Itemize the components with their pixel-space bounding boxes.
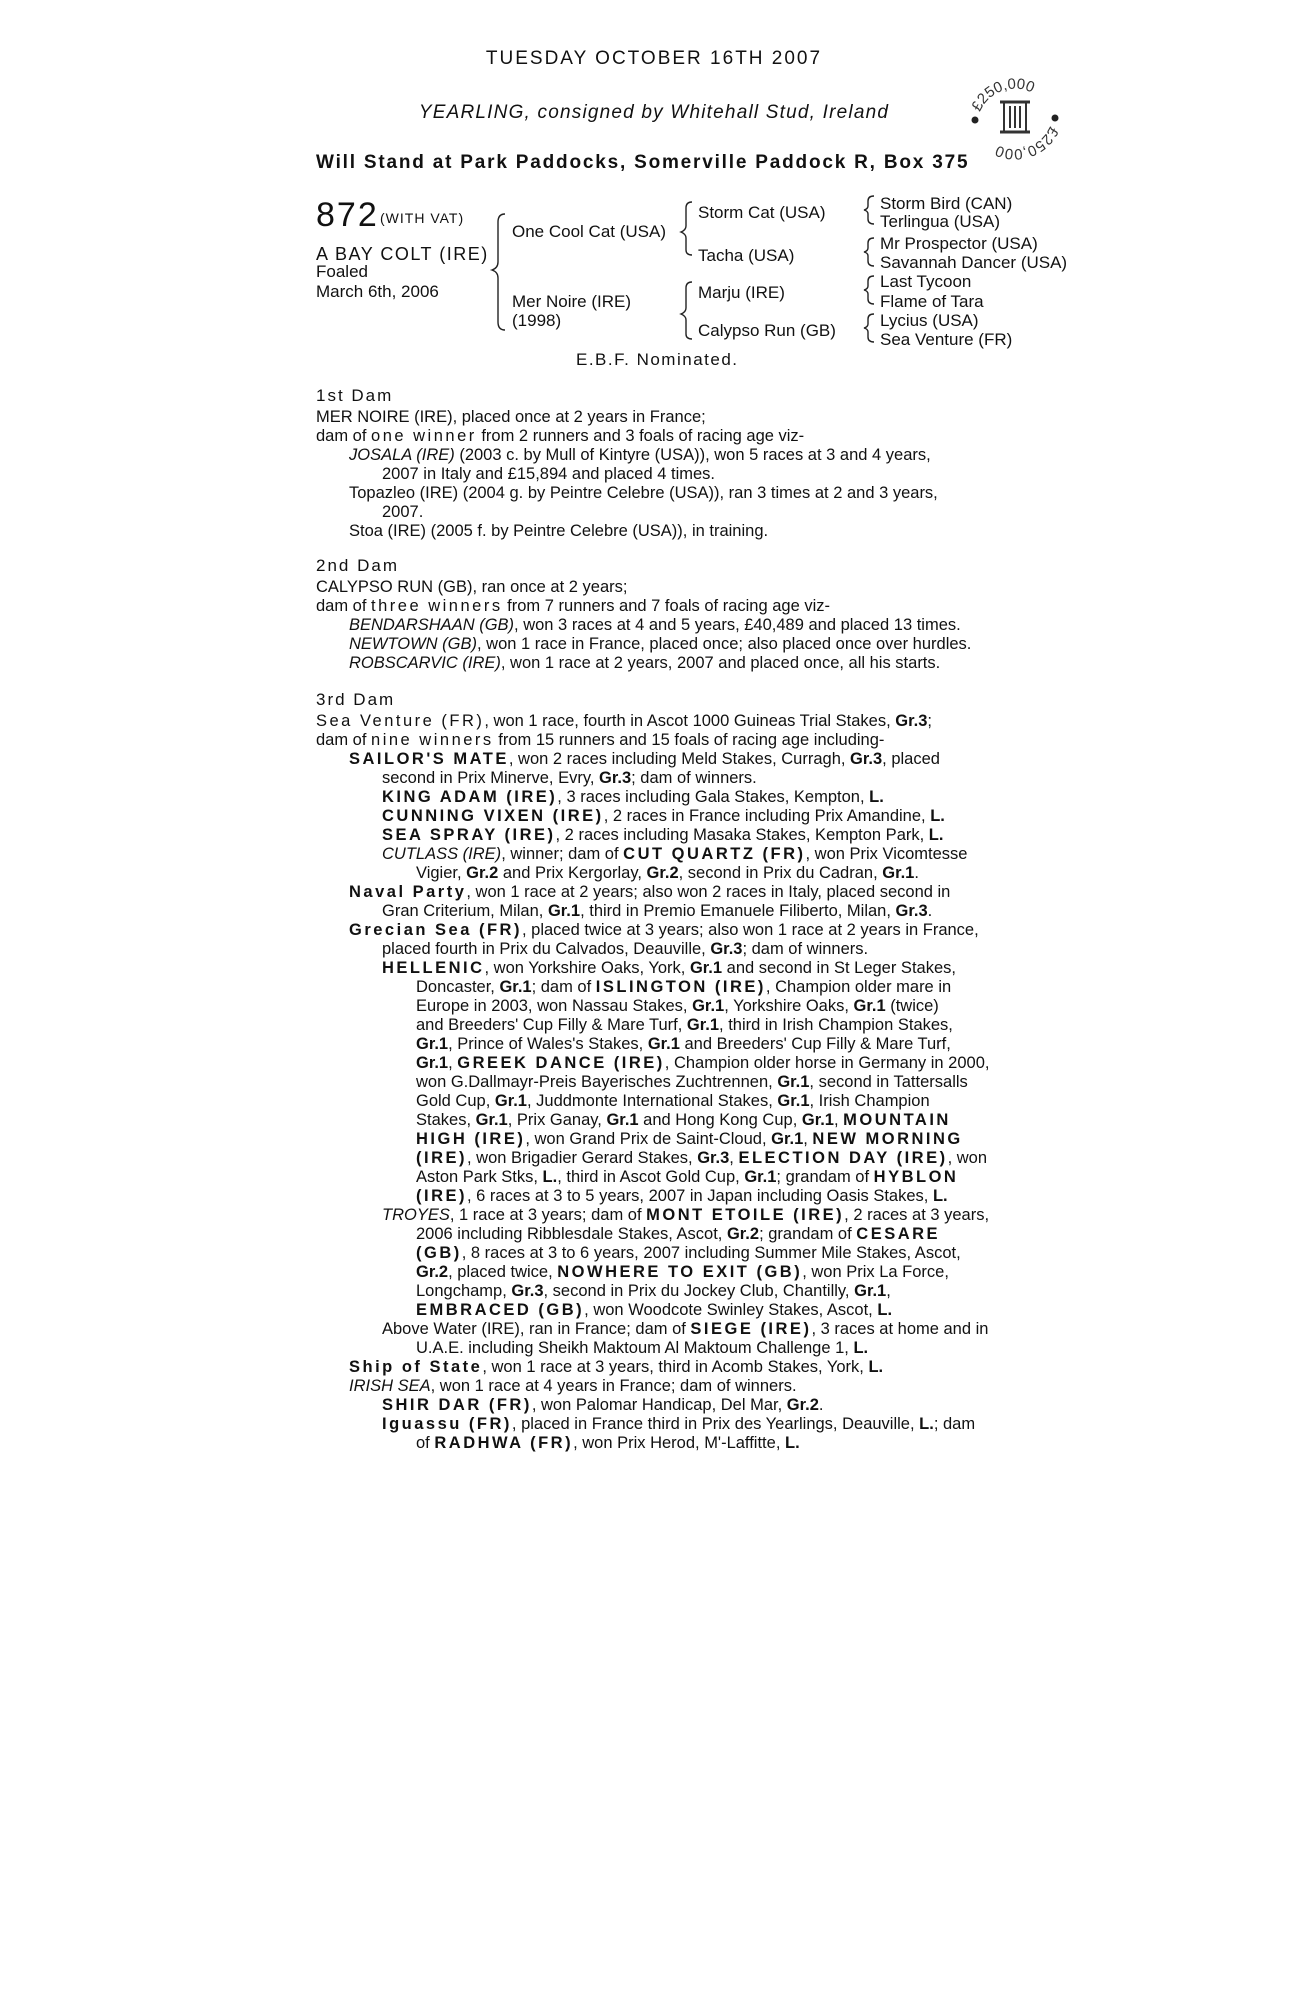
progeny-line: IRISH SEA, won 1 race at 4 years in France; dam of winners. bbox=[349, 1377, 797, 1395]
section-heading: 2nd Dam bbox=[316, 556, 399, 575]
stamp-bottom-text: £250,000 bbox=[993, 123, 1062, 163]
progeny-line: Doncaster, Gr.1; dam of ISLINGTON (IRE), Champion older mare in bbox=[416, 978, 952, 996]
section-heading: 3rd Dam bbox=[316, 690, 396, 709]
consignor-line: YEARLING, consigned by Whitehall Stud, Ireland bbox=[418, 102, 890, 123]
dam-name: Mer Noire (IRE) bbox=[512, 292, 632, 311]
grand-ancestor: Mr Prospector (USA) bbox=[880, 234, 1038, 253]
sale-date: TUESDAY OCTOBER 16TH 2007 bbox=[485, 48, 823, 69]
sire-dam: Tacha (USA) bbox=[698, 246, 795, 265]
stamp-top-text: £250,000 bbox=[968, 75, 1037, 115]
vat-note: (WITH VAT) bbox=[380, 210, 465, 226]
progeny-line: Gold Cup, Gr.1, Juddmonte International Stakes, Gr.1, Irish Champion bbox=[416, 1092, 930, 1110]
progeny-line: Longchamp, Gr.3, second in Prix du Jockey Club, Chantilly, Gr.1, bbox=[416, 1282, 891, 1300]
progeny-line: Gr.2, placed twice, NOWHERE TO EXIT (GB), won Prix La Force, bbox=[416, 1263, 949, 1281]
progeny-line: HELLENIC, won Yorkshire Oaks, York, Gr.1 and second in St Leger Stakes, bbox=[382, 959, 956, 977]
progeny-line: Vigier, Gr.2 and Prix Kergorlay, Gr.2, second in Prix du Cadran, Gr.1. bbox=[416, 864, 919, 882]
grand-ancestor: Storm Bird (CAN) bbox=[880, 194, 1013, 213]
dam-line: MER NOIRE (IRE), placed once at 2 years in France; bbox=[316, 408, 706, 426]
progeny-line: BENDARSHAAN (GB), won 3 races at 4 and 5 years, £40,489 and placed 13 times. bbox=[349, 616, 961, 634]
progeny-line: SEA SPRAY (IRE), 2 races including Masaka Stakes, Kempton Park, L. bbox=[382, 826, 944, 844]
dam-line: CALYPSO RUN (GB), ran once at 2 years; bbox=[316, 578, 628, 596]
progeny-line: (GB), 8 races at 3 to 6 years, 2007 including Summer Mile Stakes, Ascot, bbox=[416, 1244, 961, 1262]
progeny-line: second in Prix Minerve, Evry, Gr.3; dam of winners. bbox=[382, 769, 757, 787]
grand-ancestor: Terlingua (USA) bbox=[880, 212, 1000, 231]
progeny-line: 2007. bbox=[382, 503, 424, 521]
dam-line: dam of one winner from 2 runners and 3 foals of racing age viz- bbox=[316, 427, 805, 445]
progeny-line: SHIR DAR (FR), won Palomar Handicap, Del Mar, Gr.2. bbox=[382, 1396, 824, 1414]
progeny-line: Gr.1, GREEK DANCE (IRE), Champion older horse in Germany in 2000, bbox=[416, 1054, 990, 1072]
dam-line: dam of three winners from 7 runners and 7 foals of racing age viz- bbox=[316, 597, 831, 615]
progeny-line: Iguassu (FR), placed in France third in Prix des Yearlings, Deauville, L.; dam bbox=[382, 1415, 976, 1433]
dam-sire: Marju (IRE) bbox=[698, 283, 785, 302]
grand-ancestor: Flame of Tara bbox=[880, 292, 984, 311]
progeny-line: Stoa (IRE) (2005 f. by Peintre Celebre (USA)), in training. bbox=[349, 522, 769, 540]
progeny-line: KING ADAM (IRE), 3 races including Gala Stakes, Kempton, L. bbox=[382, 788, 884, 806]
progeny-line: Gr.1, Prince of Wales's Stakes, Gr.1 and Breeders' Cup Filly & Mare Turf, bbox=[416, 1035, 951, 1053]
dam-year: (1998) bbox=[512, 311, 562, 330]
lot-number: 872 bbox=[316, 196, 379, 234]
progeny-line: NEWTOWN (GB), won 1 race in France, placed once; also placed once over hurdles. bbox=[349, 635, 972, 653]
progeny-line: Above Water (IRE), ran in France; dam of SIEGE (IRE), 3 races at home and in bbox=[382, 1320, 989, 1338]
dam-dam: Calypso Run (GB) bbox=[698, 321, 836, 340]
progeny-line: of RADHWA (FR), won Prix Herod, M'-Laffitte, L. bbox=[416, 1434, 800, 1452]
progeny-line: SAILOR'S MATE, won 2 races including Meld Stakes, Curragh, Gr.3, placed bbox=[349, 750, 940, 768]
grand-ancestor: Savannah Dancer (USA) bbox=[880, 253, 1068, 272]
progeny-line: Topazleo (IRE) (2004 g. by Peintre Celebre (USA)), ran 3 times at 2 and 3 years, bbox=[349, 484, 938, 502]
progeny-line: 2006 including Ribblesdale Stakes, Ascot, Gr.2; grandam of CESARE bbox=[416, 1225, 941, 1243]
foaled-date: March 6th, 2006 bbox=[316, 282, 439, 301]
progeny-line: and Breeders' Cup Filly & Mare Turf, Gr.1, third in Irish Champion Stakes, bbox=[416, 1016, 953, 1034]
progeny-line: Stakes, Gr.1, Prix Ganay, Gr.1 and Hong Kong Cup, Gr.1, MOUNTAIN bbox=[416, 1111, 951, 1129]
progeny-line: Europe in 2003, won Nassau Stakes, Gr.1, Yorkshire Oaks, Gr.1 (twice) bbox=[416, 997, 939, 1015]
grand-ancestor: Sea Venture (FR) bbox=[880, 330, 1013, 349]
progeny-line: U.A.E. including Sheikh Maktoum Al Maktoum Challenge 1, L. bbox=[416, 1339, 869, 1357]
progeny-line: Aston Park Stks, L., third in Ascot Gold Cup, Gr.1; grandam of HYBLON bbox=[416, 1168, 959, 1186]
progeny-line: HIGH (IRE), won Grand Prix de Saint-Cloud, Gr.1, NEW MORNING bbox=[416, 1130, 963, 1148]
first-dam-section bbox=[316, 386, 1016, 541]
progeny-line: Ship of State, won 1 race at 3 years, third in Acomb Stakes, York, L. bbox=[349, 1358, 884, 1376]
progeny-line: 2007 in Italy and £15,894 and placed 4 times. bbox=[382, 465, 715, 483]
dam-line: dam of nine winners from 15 runners and 15 foals of racing age including- bbox=[316, 731, 885, 749]
progeny-line: TROYES, 1 race at 3 years; dam of MONT ETOILE (IRE), 2 races at 3 years, bbox=[382, 1206, 990, 1224]
sire-name: One Cool Cat (USA) bbox=[512, 222, 666, 241]
progeny-line: (IRE), won Brigadier Gerard Stakes, Gr.3, ELECTION DAY (IRE), won bbox=[416, 1149, 988, 1167]
dam-line: Sea Venture (FR), won 1 race, fourth in Ascot 1000 Guineas Trial Stakes, Gr.3; bbox=[316, 712, 932, 730]
second-dam-section bbox=[316, 556, 1016, 673]
progeny-line: ROBSCARVIC (IRE), won 1 race at 2 years, 2007 and placed once, all his starts. bbox=[349, 654, 941, 672]
sire-sire: Storm Cat (USA) bbox=[698, 203, 826, 222]
progeny-line: Naval Party, won 1 race at 2 years; also won 2 races in Italy, placed second in bbox=[349, 883, 951, 901]
foaled-label: Foaled bbox=[316, 262, 368, 281]
progeny-line: CUNNING VIXEN (IRE), 2 races in France including Prix Amandine, L. bbox=[382, 807, 945, 825]
progeny-line: JOSALA (IRE) (2003 c. by Mull of Kintyre (USA)), won 5 races at 3 and 4 years, bbox=[349, 446, 931, 464]
pedigree-braces bbox=[0, 0, 1308, 360]
third-dam-section bbox=[316, 690, 1016, 1453]
progeny-line: placed fourth in Prix du Calvados, Deauville, Gr.3; dam of winners. bbox=[382, 940, 869, 958]
progeny-line: Gran Criterium, Milan, Gr.1, third in Premio Emanuele Filiberto, Milan, Gr.3. bbox=[382, 902, 933, 920]
grand-ancestor: Last Tycoon bbox=[880, 272, 972, 291]
stand-location: Will Stand at Park Paddocks, Somerville Paddock R, Box 375 bbox=[316, 152, 970, 173]
progeny-line: won G.Dallmayr-Preis Bayerisches Zuchtrennen, Gr.1, second in Tattersalls bbox=[416, 1073, 968, 1091]
grand-ancestor: Lycius (USA) bbox=[880, 311, 979, 330]
ebf-note: E.B.F. Nominated. bbox=[576, 350, 739, 369]
section-heading: 1st Dam bbox=[316, 386, 394, 405]
progeny-line: (IRE), 6 races at 3 to 5 years, 2007 in Japan including Oasis Stakes, L. bbox=[416, 1187, 948, 1205]
lot-description: A BAY COLT (IRE) bbox=[316, 244, 489, 264]
progeny-line: EMBRACED (GB), won Woodcote Swinley Stakes, Ascot, L. bbox=[416, 1301, 893, 1319]
progeny-line: CUTLASS (IRE), winner; dam of CUT QUARTZ (FR), won Prix Vicomtesse bbox=[382, 845, 968, 863]
progeny-line: Grecian Sea (FR), placed twice at 3 years; also won 1 race at 2 years in France, bbox=[349, 921, 979, 939]
